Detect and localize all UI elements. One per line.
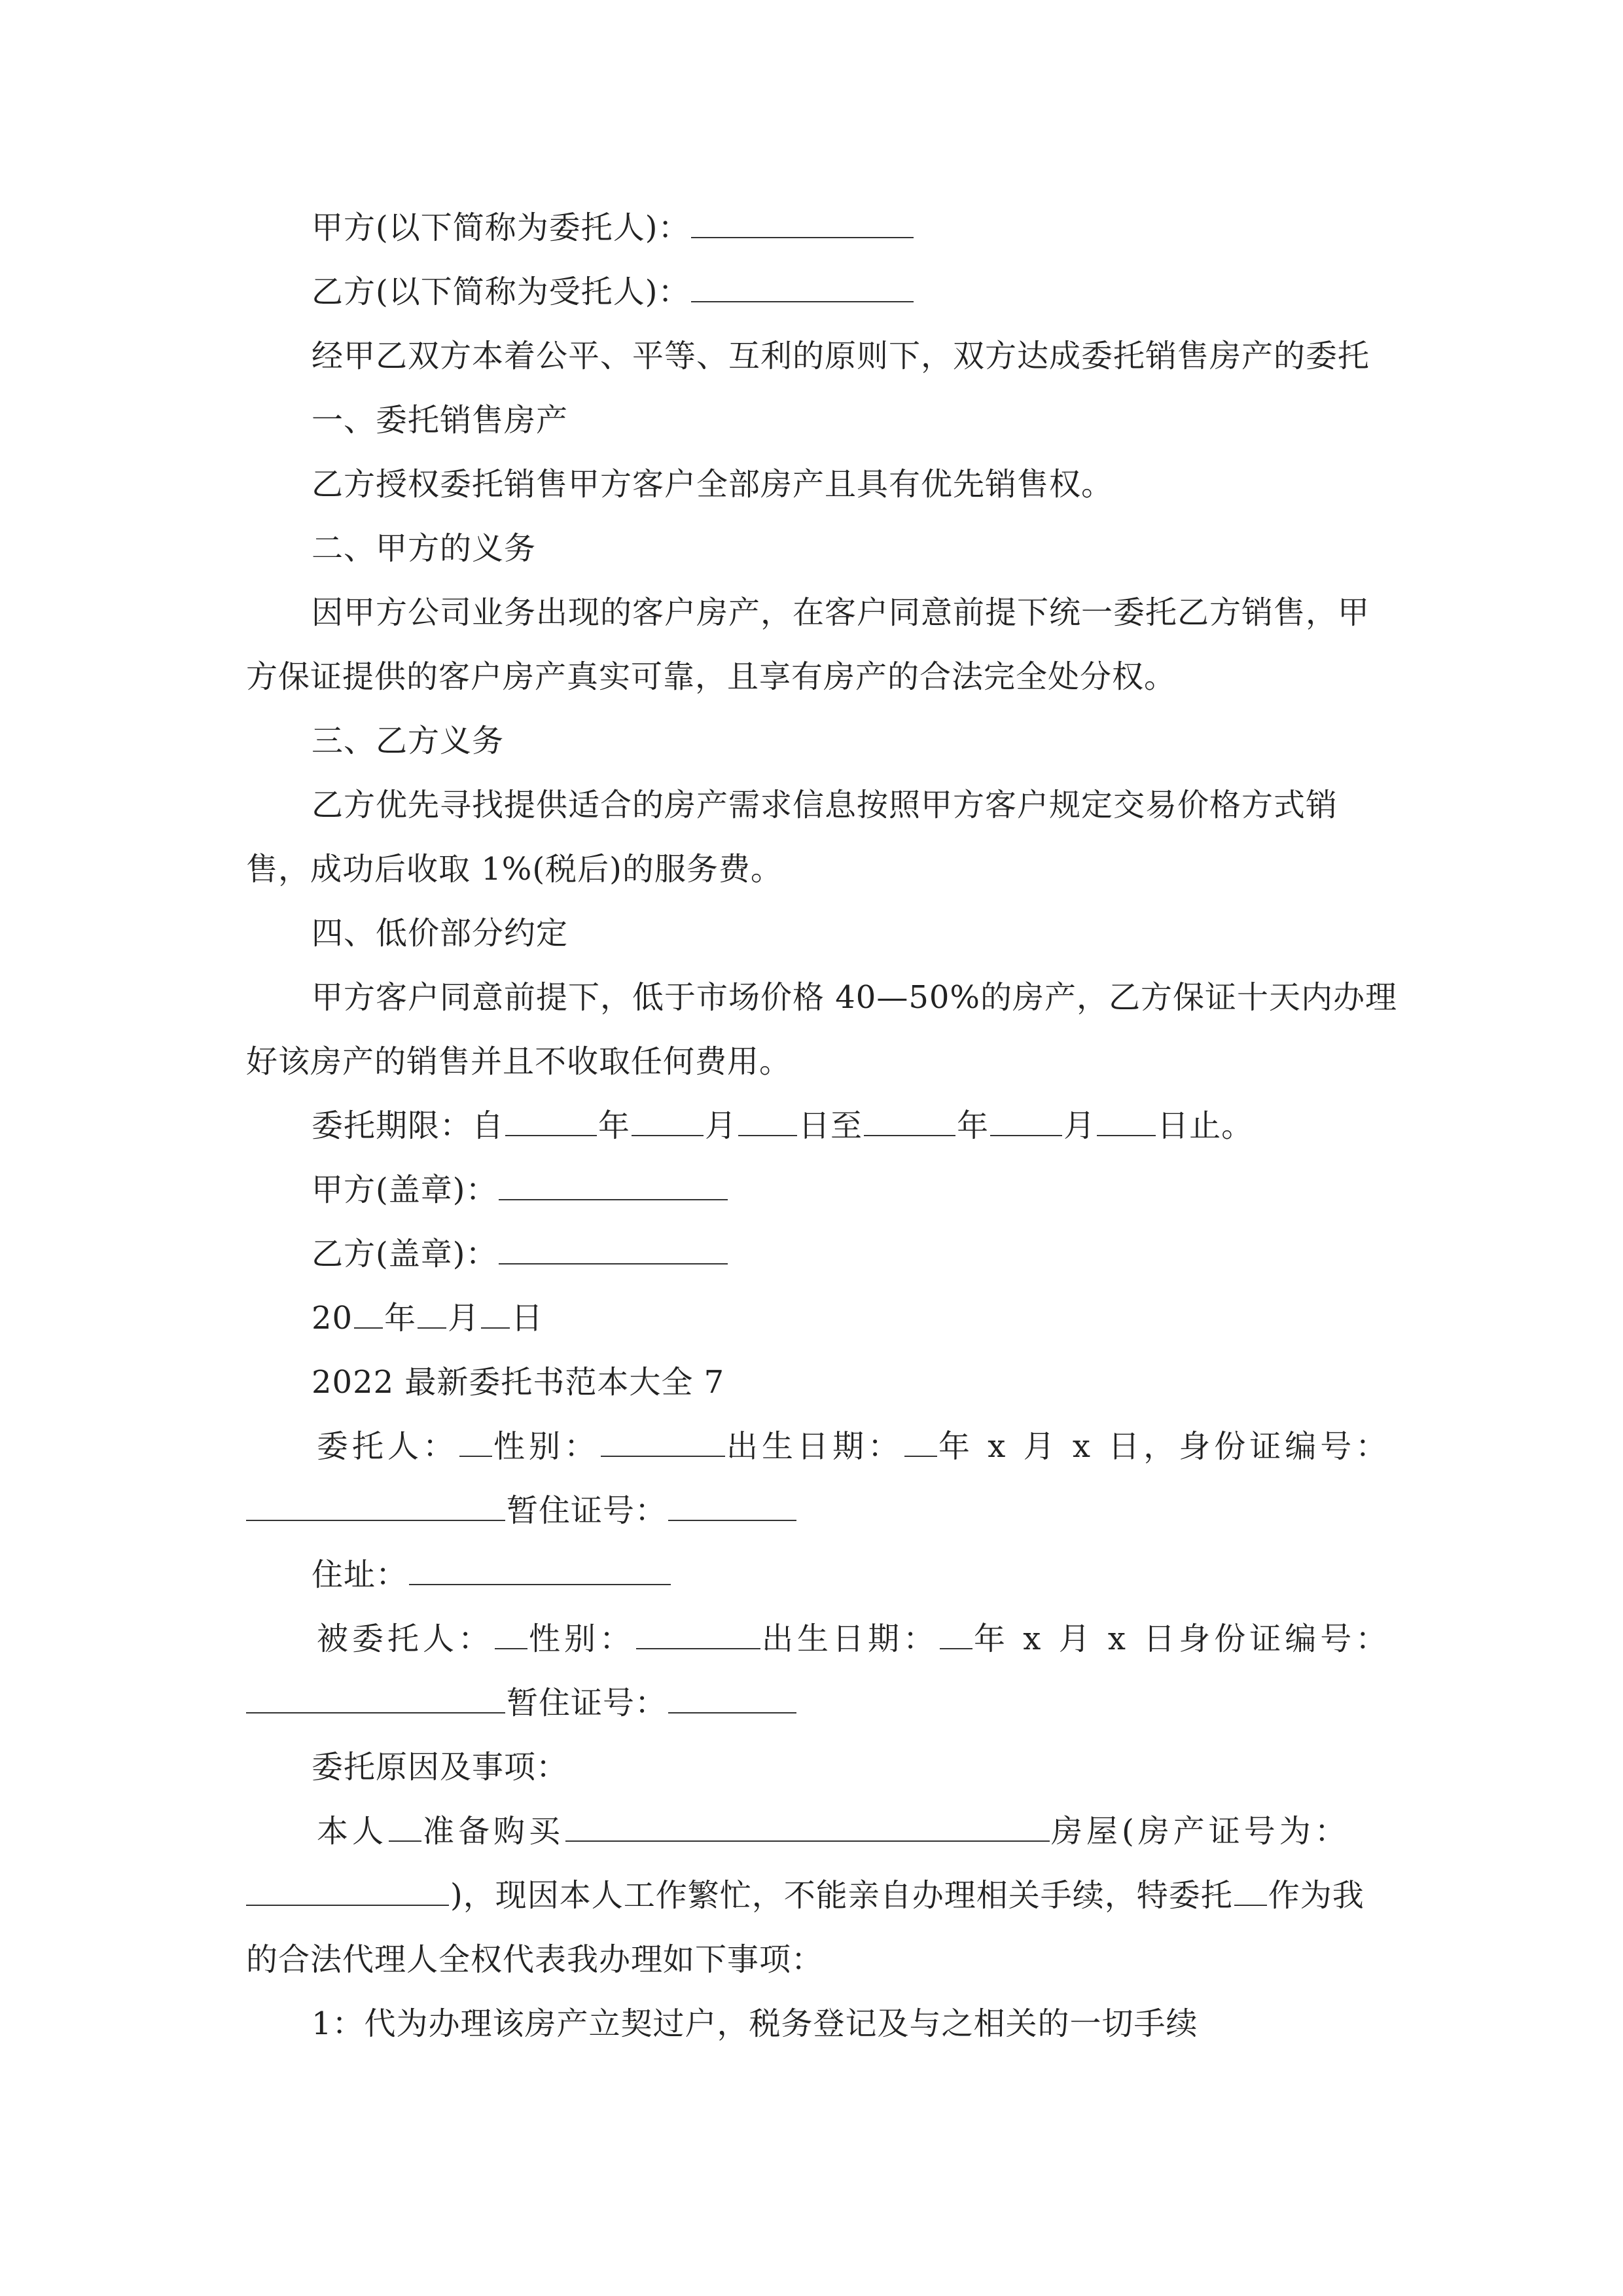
- principal-label: 委托人：: [317, 1428, 459, 1465]
- term-line: [312, 1106, 1253, 1145]
- agent-birth-label: 出生日期：: [762, 1621, 939, 1657]
- term-label: 委托期限：自: [312, 1107, 505, 1144]
- principal-address-line: [312, 1555, 672, 1594]
- principal-name-blank[interactable]: [459, 1427, 492, 1457]
- principal-permit-blank[interactable]: [668, 1491, 796, 1521]
- term-end-year-blank[interactable]: [864, 1106, 955, 1136]
- seal-b-blank[interactable]: [499, 1234, 728, 1265]
- section-2-body-2: 方保证提供的客户房产真实可靠，且享有房产的合法完全处分权。: [246, 658, 1177, 695]
- agent-birth-blank[interactable]: [940, 1619, 972, 1649]
- principal-line: [317, 1427, 1391, 1466]
- term-month: 月: [705, 1107, 738, 1144]
- principal-birth-blank[interactable]: [904, 1427, 937, 1457]
- agent-permit-label: 暂住证号：: [507, 1685, 668, 1721]
- term-end-month-blank[interactable]: [990, 1106, 1062, 1136]
- section-3-body-1: 乙方优先寻找提供适合的房产需求信息按照甲方客户规定交易价格方式销: [312, 787, 1338, 823]
- agent-birth-rest: 年 x 月 x 日身份证编号：: [974, 1621, 1391, 1657]
- party-a-blank[interactable]: [691, 208, 914, 238]
- reason-line-2: [246, 1876, 1364, 1915]
- principal-address-blank[interactable]: [409, 1555, 671, 1585]
- reason-agent-blank[interactable]: [1234, 1876, 1267, 1906]
- principal-permit-label: 暂住证号：: [507, 1492, 668, 1529]
- date-prefix: 20: [312, 1300, 353, 1336]
- reason-cert-blank[interactable]: [246, 1876, 449, 1906]
- date-line: [312, 1299, 543, 1338]
- principal-birth-label: 出生日期：: [726, 1428, 904, 1465]
- agent-permit-line: [246, 1683, 798, 1723]
- party-b-intro: 乙方(以下简称为受托人)：: [312, 274, 690, 310]
- reason-title: 委托原因及事项：: [312, 1749, 569, 1785]
- section-3-title: 三、乙方义务: [312, 723, 505, 759]
- term-year: 年: [598, 1107, 631, 1144]
- reason-2a: )，现因本人工作繁忙，不能亲自办理相关手续，特委托: [450, 1877, 1233, 1914]
- reason-1c: 房屋(房产证号为：: [1051, 1813, 1350, 1850]
- item-1: 1：代为办理该房产立契过户，税务登记及与之相关的一切手续: [312, 2005, 1198, 2042]
- section-1-body: 乙方授权委托销售甲方客户全部房产且具有优先销售权。: [312, 466, 1114, 503]
- party-a-intro: 甲方(以下简称为委托人)：: [312, 209, 690, 246]
- date-day-blank[interactable]: [481, 1299, 510, 1329]
- date-month: 月: [448, 1300, 480, 1336]
- term-start-day-blank[interactable]: [738, 1106, 797, 1136]
- seal-b-label: 乙方(盖章)：: [312, 1236, 498, 1272]
- term-start-year-blank[interactable]: [505, 1106, 597, 1136]
- section-3-body-2: 售，成功后收取 1%(税后)的服务费。: [246, 851, 783, 888]
- seal-a-line: [312, 1170, 729, 1210]
- term-end-day-blank[interactable]: [1097, 1106, 1156, 1136]
- agent-label: 被委托人：: [317, 1621, 494, 1657]
- term-day-to: 日至: [798, 1107, 863, 1144]
- document-heading: 2022 最新委托书范本大全 7: [312, 1364, 725, 1401]
- agent-permit-blank[interactable]: [668, 1683, 796, 1713]
- principal-birth-rest: 年 x 月 x 日，身份证编号：: [938, 1428, 1391, 1465]
- agent-id-blank[interactable]: [246, 1683, 505, 1713]
- principal-id-blank[interactable]: [246, 1491, 505, 1521]
- reason-line-1: [317, 1812, 1350, 1851]
- agent-line: [317, 1619, 1391, 1659]
- seal-a-blank[interactable]: [499, 1170, 728, 1200]
- agent-gender-blank[interactable]: [636, 1619, 760, 1649]
- seal-a-label: 甲方(盖章)：: [312, 1172, 498, 1208]
- term-month-2: 月: [1063, 1107, 1096, 1144]
- agent-name-blank[interactable]: [495, 1619, 527, 1649]
- section-1-title: 一、委托销售房产: [312, 402, 569, 439]
- agent-gender-label: 性别：: [529, 1621, 635, 1657]
- reason-1b: 准备购买: [423, 1813, 565, 1850]
- preamble: 经甲乙双方本着公平、平等、互利的原则下，双方达成委托销售房产的委托: [312, 338, 1370, 374]
- reason-line-3: 的合法代理人全权代表我办理如下事项：: [246, 1941, 824, 1978]
- date-year: 年: [384, 1300, 417, 1336]
- party-a-line: [312, 208, 915, 247]
- date-year-blank[interactable]: [354, 1299, 383, 1329]
- section-4-body-1: 甲方客户同意前提下，低于市场价格 40—50%的房产，乙方保证十天内办理: [312, 979, 1398, 1016]
- section-2-title: 二、甲方的义务: [312, 530, 537, 567]
- section-4-body-2: 好该房产的销售并且不收取任何费用。: [246, 1043, 792, 1080]
- reason-2b: 作为我: [1268, 1877, 1364, 1914]
- term-year-2: 年: [957, 1107, 990, 1144]
- party-b-line: [312, 272, 915, 312]
- reason-1a: 本人: [317, 1813, 388, 1850]
- principal-permit-line: [246, 1491, 798, 1530]
- principal-gender-label: 性别：: [493, 1428, 600, 1465]
- date-month-blank[interactable]: [418, 1299, 446, 1329]
- section-2-body-1: 因甲方公司业务出现的客户房产，在客户同意前提下统一委托乙方销售，甲: [312, 594, 1370, 631]
- term-day-end: 日止。: [1157, 1107, 1254, 1144]
- party-b-blank[interactable]: [691, 272, 914, 302]
- term-start-month-blank[interactable]: [632, 1106, 704, 1136]
- section-4-title: 四、低价部分约定: [312, 915, 569, 952]
- principal-address-label: 住址：: [312, 1556, 408, 1593]
- reason-self-blank[interactable]: [389, 1812, 421, 1842]
- reason-property-blank[interactable]: [565, 1812, 1050, 1842]
- date-day: 日: [511, 1300, 544, 1336]
- principal-gender-blank[interactable]: [601, 1427, 725, 1457]
- seal-b-line: [312, 1234, 729, 1274]
